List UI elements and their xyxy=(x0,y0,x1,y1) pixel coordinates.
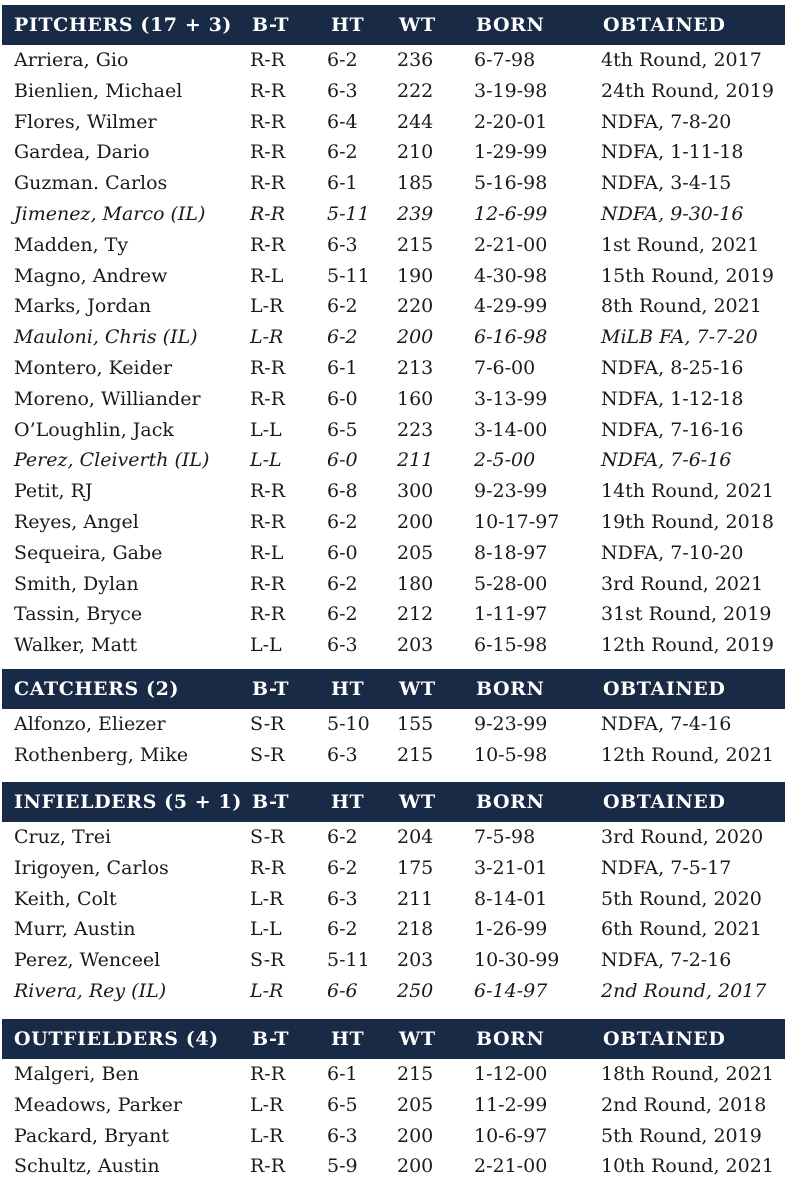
player-bt: R-R xyxy=(250,49,286,71)
player-obtained: NDFA, 1-12-18 xyxy=(601,387,744,410)
player-wt: 218 xyxy=(397,918,434,941)
player-ht: 6-3 xyxy=(327,743,358,766)
player-wt: 211 xyxy=(397,887,434,910)
player-name: Rothenberg, Mike xyxy=(14,743,189,766)
player-name: Arriera, Gio xyxy=(14,49,129,71)
player-born: 1-12-00 xyxy=(474,1063,548,1085)
player-wt: 236 xyxy=(397,49,434,71)
player-bt: L-R xyxy=(250,1093,284,1116)
column-header-wt: WT xyxy=(399,678,436,700)
player-born: 6-16-98 xyxy=(474,326,548,349)
player-obtained: 5th Round, 2019 xyxy=(601,1124,762,1147)
column-header-wt: WT xyxy=(399,14,436,36)
column-header-obtained: OBTAINED xyxy=(603,791,726,813)
player-name: Alfonzo, Eliezer xyxy=(14,713,166,735)
player-born: 9-23-99 xyxy=(474,713,548,735)
player-born: 10-30-99 xyxy=(474,949,560,972)
player-obtained: 18th Round, 2021 xyxy=(601,1063,774,1085)
player-born: 10-17-97 xyxy=(474,510,560,533)
player-name: Montero, Keider xyxy=(14,356,173,379)
player-wt: 212 xyxy=(397,603,434,626)
player-born: 12-6-99 xyxy=(474,202,548,225)
player-obtained: 14th Round, 2021 xyxy=(601,480,774,503)
player-ht: 6-3 xyxy=(327,887,358,910)
player-row xyxy=(2,822,785,853)
column-header-ht: HT xyxy=(331,678,365,700)
player-ht: 6-3 xyxy=(327,79,358,102)
player-ht: 6-2 xyxy=(327,572,358,595)
player-ht: 6-8 xyxy=(327,480,358,503)
player-name: Meadows, Parker xyxy=(14,1093,182,1116)
player-bt: R-R xyxy=(250,233,286,256)
column-header-wt: WT xyxy=(399,791,436,813)
player-ht: 6-0 xyxy=(327,449,358,472)
player-wt: 185 xyxy=(397,172,434,195)
player-wt: 223 xyxy=(397,418,434,441)
section-title: PITCHERS (17 + 3) xyxy=(14,14,232,36)
player-name: Keith, Colt xyxy=(14,887,117,910)
player-row xyxy=(2,291,785,322)
player-born: 5-28-00 xyxy=(474,572,548,595)
player-name: O’Loughlin, Jack xyxy=(14,418,174,441)
player-ht: 5-9 xyxy=(327,1155,358,1178)
player-name: Bienlien, Michael xyxy=(14,79,183,102)
player-born: 2-5-00 xyxy=(474,449,536,472)
player-wt: 213 xyxy=(397,356,434,379)
player-ht: 6-6 xyxy=(327,979,358,1002)
section-title: CATCHERS (2) xyxy=(14,678,180,700)
player-ht: 6-1 xyxy=(327,172,358,195)
player-wt: 204 xyxy=(397,826,434,848)
player-name: Sequeira, Gabe xyxy=(14,541,163,564)
player-row xyxy=(2,945,785,976)
player-ht: 6-0 xyxy=(327,387,358,410)
player-obtained: 12th Round, 2019 xyxy=(601,634,774,657)
player-ht: 6-2 xyxy=(327,826,358,848)
player-wt: 175 xyxy=(397,856,434,879)
player-ht: 6-1 xyxy=(327,1063,358,1085)
player-row xyxy=(2,168,785,199)
section-title: INFIELDERS (5 + 1) xyxy=(14,791,242,813)
player-born: 6-7-98 xyxy=(474,49,536,71)
player-row xyxy=(2,230,785,261)
player-row xyxy=(2,976,785,1007)
player-wt: 203 xyxy=(397,634,434,657)
player-name: Marks, Jordan xyxy=(14,295,152,318)
player-name: Magno, Andrew xyxy=(14,264,168,287)
player-row xyxy=(2,1151,785,1182)
player-born: 3-21-01 xyxy=(474,856,548,879)
player-obtained: 2nd Round, 2018 xyxy=(601,1093,767,1116)
column-header-bt: B-T xyxy=(252,678,290,700)
player-name: Murr, Austin xyxy=(14,918,136,941)
player-wt: 200 xyxy=(397,510,434,533)
player-obtained: 15th Round, 2019 xyxy=(601,264,774,287)
player-born: 9-23-99 xyxy=(474,480,548,503)
player-wt: 222 xyxy=(397,79,434,102)
player-bt: R-R xyxy=(250,480,286,503)
player-name: Packard, Bryant xyxy=(14,1124,170,1147)
player-name: Moreno, Williander xyxy=(14,387,201,410)
player-row xyxy=(2,322,785,353)
player-obtained: 12th Round, 2021 xyxy=(601,743,774,766)
player-ht: 5-10 xyxy=(327,713,370,735)
player-ht: 6-2 xyxy=(327,510,358,533)
player-obtained: 3rd Round, 2021 xyxy=(601,572,764,595)
column-header-obtained: OBTAINED xyxy=(603,14,726,36)
player-bt: R-R xyxy=(250,510,286,533)
player-name: Guzman. Carlos xyxy=(14,172,168,195)
player-ht: 6-2 xyxy=(327,856,358,879)
player-bt: R-L xyxy=(250,541,284,564)
column-header-born: BORN xyxy=(476,791,545,813)
player-row xyxy=(2,630,785,661)
player-bt: L-R xyxy=(250,1124,284,1147)
player-obtained: NDFA, 8-25-16 xyxy=(601,356,744,379)
player-obtained: 6th Round, 2021 xyxy=(601,918,762,941)
player-wt: 205 xyxy=(397,541,434,564)
player-born: 7-6-00 xyxy=(474,356,536,379)
player-obtained: NDFA, 7-10-20 xyxy=(601,541,744,564)
column-header-born: BORN xyxy=(476,678,545,700)
player-row xyxy=(2,476,785,507)
player-bt: S-R xyxy=(250,743,285,766)
player-row xyxy=(2,914,785,945)
player-bt: R-R xyxy=(250,856,286,879)
player-wt: 215 xyxy=(397,1063,434,1085)
player-ht: 6-3 xyxy=(327,634,358,657)
player-born: 10-6-97 xyxy=(474,1124,548,1147)
player-obtained: 31st Round, 2019 xyxy=(601,603,772,626)
player-bt: R-R xyxy=(250,110,286,133)
player-name: Cruz, Trei xyxy=(14,826,112,848)
player-row xyxy=(2,76,785,107)
player-ht: 6-2 xyxy=(327,603,358,626)
player-obtained: NDFA, 7-5-17 xyxy=(601,856,732,879)
player-bt: R-R xyxy=(250,356,286,379)
player-wt: 244 xyxy=(397,110,434,133)
player-wt: 203 xyxy=(397,949,434,972)
column-header-ht: HT xyxy=(331,791,365,813)
player-born: 10-5-98 xyxy=(474,743,548,766)
player-row xyxy=(2,353,785,384)
player-bt: L-R xyxy=(250,979,284,1002)
player-born: 4-30-98 xyxy=(474,264,548,287)
player-row xyxy=(2,599,785,630)
player-row xyxy=(2,1059,785,1090)
player-obtained: NDFA, 7-6-16 xyxy=(601,449,732,472)
player-obtained: 2nd Round, 2017 xyxy=(601,979,767,1002)
player-name: Schultz, Austin xyxy=(14,1155,160,1178)
player-row xyxy=(2,137,785,168)
player-wt: 155 xyxy=(397,713,434,735)
player-obtained: NDFA, 7-16-16 xyxy=(601,418,744,441)
player-name: Perez, Cleiverth (IL) xyxy=(14,449,210,472)
player-bt: L-L xyxy=(250,418,282,441)
player-wt: 250 xyxy=(397,979,434,1002)
player-obtained: 19th Round, 2018 xyxy=(601,510,774,533)
player-name: Jimenez, Marco (IL) xyxy=(14,202,206,225)
player-row xyxy=(2,569,785,600)
player-ht: 6-2 xyxy=(327,49,358,71)
player-row xyxy=(2,1090,785,1121)
player-wt: 300 xyxy=(397,480,434,503)
player-wt: 190 xyxy=(397,264,434,287)
column-header-ht: HT xyxy=(331,1028,365,1050)
player-bt: R-R xyxy=(250,1063,286,1085)
player-ht: 6-2 xyxy=(327,141,358,164)
player-name: Reyes, Angel xyxy=(14,510,139,533)
player-wt: 200 xyxy=(397,1155,434,1178)
player-ht: 6-3 xyxy=(327,233,358,256)
player-obtained: NDFA, 3-4-15 xyxy=(601,172,732,195)
player-bt: R-R xyxy=(250,572,286,595)
player-bt: S-R xyxy=(250,713,285,735)
player-born: 6-15-98 xyxy=(474,634,548,657)
player-obtained: 5th Round, 2020 xyxy=(601,887,762,910)
player-obtained: 8th Round, 2021 xyxy=(601,295,762,318)
column-header-obtained: OBTAINED xyxy=(603,1028,726,1050)
player-bt: R-L xyxy=(250,264,284,287)
player-obtained: 4th Round, 2017 xyxy=(601,49,762,71)
player-wt: 239 xyxy=(397,202,434,225)
player-ht: 6-3 xyxy=(327,1124,358,1147)
player-name: Malgeri, Ben xyxy=(14,1063,139,1085)
catchers-section xyxy=(2,669,785,771)
player-ht: 6-2 xyxy=(327,326,358,349)
column-header-bt: B-T xyxy=(252,1028,290,1050)
outfielders-section xyxy=(2,1019,785,1182)
player-row xyxy=(2,199,785,230)
player-born: 3-13-99 xyxy=(474,387,548,410)
player-born: 8-18-97 xyxy=(474,541,548,564)
player-born: 8-14-01 xyxy=(474,887,548,910)
player-bt: L-L xyxy=(250,918,282,941)
player-obtained: 24th Round, 2019 xyxy=(601,79,774,102)
player-name: Tassin, Bryce xyxy=(14,603,143,626)
player-ht: 6-5 xyxy=(327,1093,358,1116)
player-born: 1-29-99 xyxy=(474,141,548,164)
player-ht: 6-4 xyxy=(327,110,358,133)
player-row xyxy=(2,709,785,740)
player-born: 3-14-00 xyxy=(474,418,548,441)
player-wt: 180 xyxy=(397,572,434,595)
section-header xyxy=(2,669,785,709)
player-row xyxy=(2,445,785,476)
player-row xyxy=(2,107,785,138)
player-bt: S-R xyxy=(250,826,285,848)
player-obtained: 1st Round, 2021 xyxy=(601,233,760,256)
player-wt: 215 xyxy=(397,743,434,766)
player-bt: R-R xyxy=(250,603,286,626)
player-row xyxy=(2,415,785,446)
column-header-obtained: OBTAINED xyxy=(603,678,726,700)
player-wt: 200 xyxy=(397,326,434,349)
player-ht: 6-0 xyxy=(327,541,358,564)
player-born: 2-20-01 xyxy=(474,110,548,133)
player-born: 2-21-00 xyxy=(474,1155,548,1178)
player-name: Petit, RJ xyxy=(14,480,93,503)
column-header-wt: WT xyxy=(399,1028,436,1050)
player-name: Gardea, Dario xyxy=(14,141,150,164)
player-name: Rivera, Rey (IL) xyxy=(14,979,167,1002)
player-born: 2-21-00 xyxy=(474,233,548,256)
infielders-section xyxy=(2,782,785,1007)
pitchers-section xyxy=(2,5,785,661)
player-ht: 5-11 xyxy=(327,949,370,972)
player-name: Madden, Ty xyxy=(14,233,129,256)
player-obtained: 10th Round, 2021 xyxy=(601,1155,774,1178)
section-title: OUTFIELDERS (4) xyxy=(14,1028,219,1050)
player-born: 3-19-98 xyxy=(474,79,548,102)
section-header xyxy=(2,1019,785,1059)
player-bt: R-R xyxy=(250,79,286,102)
player-born: 4-29-99 xyxy=(474,295,548,318)
player-name: Perez, Wenceel xyxy=(14,949,161,972)
player-name: Irigoyen, Carlos xyxy=(14,856,169,879)
player-bt: L-R xyxy=(250,326,284,349)
player-row xyxy=(2,261,785,292)
player-bt: L-L xyxy=(250,634,282,657)
player-bt: L-L xyxy=(250,449,282,472)
column-header-ht: HT xyxy=(331,14,365,36)
player-wt: 210 xyxy=(397,141,434,164)
player-born: 5-16-98 xyxy=(474,172,548,195)
player-obtained: 3rd Round, 2020 xyxy=(601,826,764,848)
player-obtained: NDFA, 1-11-18 xyxy=(601,141,744,164)
column-header-born: BORN xyxy=(476,14,545,36)
player-ht: 6-5 xyxy=(327,418,358,441)
section-header xyxy=(2,782,785,822)
player-wt: 215 xyxy=(397,233,434,256)
player-name: Flores, Wilmer xyxy=(14,110,157,133)
column-header-bt: B-T xyxy=(252,14,290,36)
player-bt: L-R xyxy=(250,295,284,318)
player-row xyxy=(2,1121,785,1152)
player-born: 7-5-98 xyxy=(474,826,536,848)
player-obtained: NDFA, 7-4-16 xyxy=(601,713,732,735)
player-bt: R-R xyxy=(250,387,286,410)
player-bt: R-R xyxy=(250,1155,286,1178)
player-name: Walker, Matt xyxy=(14,634,138,657)
player-wt: 220 xyxy=(397,295,434,318)
column-header-bt: B-T xyxy=(252,791,290,813)
player-obtained: MiLB FA, 7-7-20 xyxy=(601,326,758,349)
player-name: Smith, Dylan xyxy=(14,572,139,595)
player-ht: 6-2 xyxy=(327,295,358,318)
player-bt: R-R xyxy=(250,172,286,195)
player-born: 1-26-99 xyxy=(474,918,548,941)
player-row xyxy=(2,740,785,771)
player-obtained: NDFA, 7-8-20 xyxy=(601,110,732,133)
player-row xyxy=(2,45,785,76)
player-bt: R-R xyxy=(250,141,286,164)
player-wt: 211 xyxy=(397,449,434,472)
section-header xyxy=(2,5,785,45)
player-obtained: NDFA, 9-30-16 xyxy=(601,202,744,225)
player-row xyxy=(2,853,785,884)
player-row xyxy=(2,507,785,538)
player-wt: 160 xyxy=(397,387,434,410)
player-row xyxy=(2,884,785,915)
player-ht: 6-1 xyxy=(327,356,358,379)
player-ht: 6-2 xyxy=(327,918,358,941)
player-obtained: NDFA, 7-2-16 xyxy=(601,949,732,972)
player-born: 6-14-97 xyxy=(474,979,548,1002)
player-bt: R-R xyxy=(250,202,286,225)
column-header-born: BORN xyxy=(476,1028,545,1050)
player-born: 1-11-97 xyxy=(474,603,548,626)
player-row xyxy=(2,384,785,415)
player-name: Mauloni, Chris (IL) xyxy=(14,326,198,349)
player-ht: 5-11 xyxy=(327,264,370,287)
player-born: 11-2-99 xyxy=(474,1093,548,1116)
player-wt: 200 xyxy=(397,1124,434,1147)
player-bt: S-R xyxy=(250,949,285,972)
player-bt: L-R xyxy=(250,887,284,910)
player-ht: 5-11 xyxy=(327,202,370,225)
player-row xyxy=(2,538,785,569)
player-wt: 205 xyxy=(397,1093,434,1116)
